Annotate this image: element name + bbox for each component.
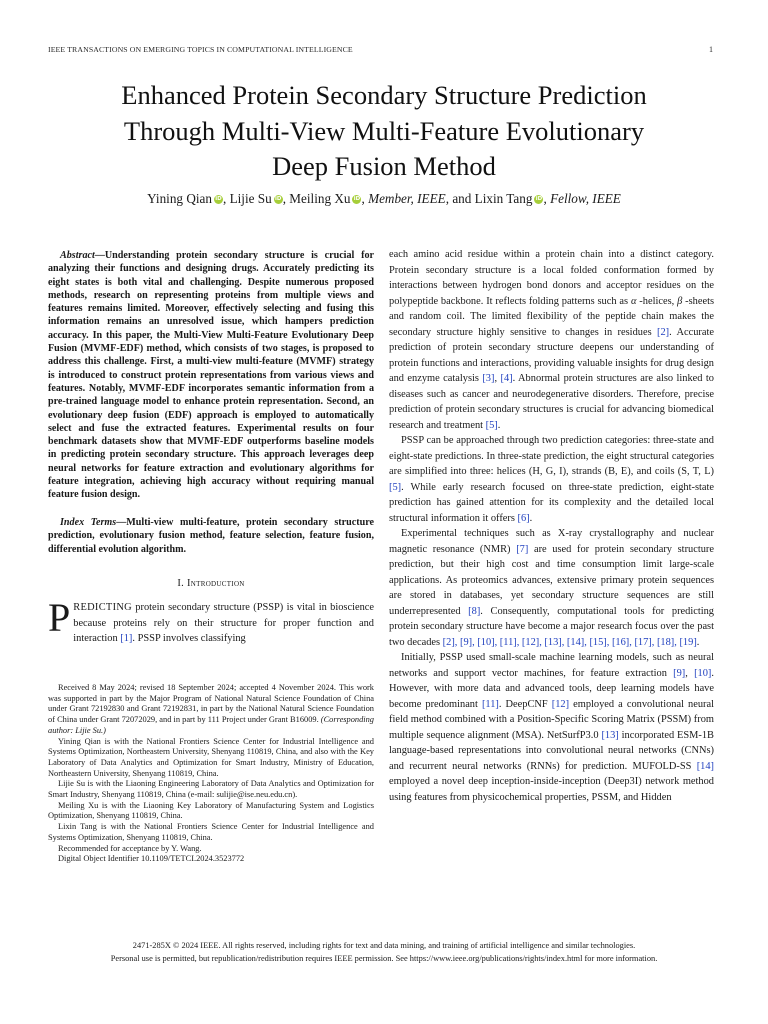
author-role: Member, IEEE [368,191,446,206]
abstract-text: —Understanding protein secondary structure is crucial for analyzing their functions and designing drugs. Accurately predicting its eight states is both vital and challenging. Despite numerous proposed methods, research on representing proteins from multiple views and features remains limited. Moreover, effectively selecting and fusing this information remains an unresolved issue, which hampers prediction accuracy. In this paper, the Multi-View Multi-Feature Evolutionary Deep Fusion (MVMF-EDF) method, which consists of two stages, is proposed to address this challenge. First, a multi-view multi-feature (MVMF) strategy is introduced to construct protein representations from various views and features. Notably, MVMF-EDF incorporates semantic information from a pre-trained language model to enhance protein representation. Second, an evolutionary deep fusion (EDF) approach is employed to automatically select and fuse the extracted features. Experimental results on four benchmark datasets show that MVMF-EDF outperforms baseline models in predicting protein secondary structure. This approach leverages deep neural networks for feature extraction and evolutionary algorithms for feature integration, achieving high accuracy without requiring manual feature fusion design. [48,250,374,501]
copyright-notice [30,940,738,965]
citation-link[interactable]: [5] [485,419,498,431]
paragraph: PSSP can be approached through two prediction categories: three-state and eight-state predictions. In three-state prediction, the eight structural categories are simplified into three: helices (H, G, I), strands (B, E), and coils (S, T, L) [5]. While early research focused on three-state prediction, eight-state prediction has gained attention for its complexity and the detailed local structural information it offers [6]. [389,435,714,524]
section-heading [48,578,374,589]
citation-list[interactable]: [2], [9], [10], [11], [12], [13], [14], [15], [16], [17], [18], [19] [442,636,697,648]
footnotes [48,683,374,865]
orcid-icon[interactable]: iD [535,196,543,202]
beta-symbol: β [677,295,683,307]
citation-link[interactable]: [11] [481,698,499,710]
author-name: Lijie Su [229,191,272,206]
author-name: Lixin Tang [474,191,533,206]
corresponding-author: (Corresponding author: Lijie Su.) [48,715,374,735]
section-number: I. [177,578,185,589]
abstract-label: Abstract [60,250,95,261]
right-column [389,247,714,805]
orcid-icon[interactable]: iD [353,196,361,202]
footnote-affiliation: Yining Qian is with the National Frontiers Science Center for Industrial Intelligence and Systems Optimization, Northeastern University, Shenyang 110819, China, and also with the Key Laboratory of Data Analytics and Optimization for Smart Industry, Ministry of Education, Northeastern University, Shenyang 110819, China. [48,736,374,778]
citation-link[interactable]: [14] [696,760,714,772]
footnote-doi: Digital Object Identifier 10.1109/TETCI.2024.3523772 [58,854,245,864]
title-line-2: Through Multi-View Multi-Feature Evolutionary [123,115,645,146]
abstract [48,249,374,502]
alpha-symbol: α [630,295,637,307]
drop-cap: P [48,595,71,640]
index-terms-text: —Multi-view multi-feature, protein secondary structure prediction, evolutionary fusion method, feature selection, feature fusion, differential evolution algorithm. [48,517,374,555]
author-name: Meiling Xu [289,191,351,206]
paragraph: Initially, PSSP used small-scale machine learning models, such as neural networks and support vector machines, for feature extraction [9], [10]. However, with more data and advanced tools, deep learning models have become predominant [11]. DeepCNF [12] employed a convolutional neural field method combined with a Position-Specific Scoring Matrix (PSSM) from multiple sequence alignment (MSA). NetSurfP3.0 [13] incorporated ESM-1B language-based representations into convolutional neural networks (CNNs) and recurrent neural networks (RNNs) for prediction. MUFOLD-SS [14] employed a novel deep inception-inside-inception (Deep3I) network method using features from physicochemical properties, PSSM, and Hidden [389,652,714,803]
citation-link[interactable]: [9] [673,667,686,679]
citation-link[interactable]: [7] [516,543,529,555]
copyright-line-2: Personal use is permitted, but republication/redistribution requires IEEE permission. See https://www.ieee.org/publications/rights/index.html for more information. [110,953,658,963]
citation-link[interactable]: [12] [551,698,570,710]
page-number: 1 [709,45,713,54]
paragraph: Experimental techniques such as X-ray crystallography and nuclear magnetic resonance (NMR) [7] are used for protein secondary structure prediction, but their high cost and time consumption limit large-scale applications. As proteomics advances, extensive primary protein sequences are stored in databases, yet secondary structure sequences are still underrepresented [8]. Consequently, computational tools for predicting protein secondary structure have become a major research focus over the past two decades [2], [9], [10], [11], [12], [13], [14], [15], [16], [17], [18], [19]. [389,528,714,648]
author-separator: , and [445,191,475,206]
body-text: protein secondary structure (PSSP) is vital in bioscience because proteins rely on their structure for proper function and interaction [73,602,374,644]
author-line: Yining Qian iD, Lijie Su iD, Meiling Xu iD, Member, IEEE, and Lixin Tang iD, Fellow, IEEE [147,191,621,206]
footnote-affiliation: Lixin Tang is with the National Frontiers Science Center for Industrial Intelligence and Systems Optimization, Shenyang 110819, China. [48,822,374,842]
running-head: IEEE TRANSACTIONS ON EMERGING TOPICS IN COMPUTATIONAL INTELLIGENCE [48,45,353,54]
copyright-line-1: 2471-285X © 2024 IEEE. All rights reserved, including rights for text and data mining, and training of artificial intelligence and similar technologies. [132,941,636,950]
paragraph: each amino acid residue within a protein chain into a distinct category. Protein secondary structure is a local folded conformation formed by interactions between hydrogen bond donors and acceptor residues on the polypeptide backbone. It reflects folding patterns such as α -helices, β -sheets and random coil. The limited flexibility of the peptide chain makes the secondary structure highly sensitive to changes in residues [2]. Accurate prediction of protein secondary structure deepens our understanding of protein functions and interactions, providing valuable insights for drug design and enzyme catalysis [3], [4]. Abnormal protein structures are also linked to diseases such as cancer and neurodegenerative disorders. Therefore, precise prediction of protein secondary structures is crucial for advancing biomedical research and treatment [5]. [389,249,715,431]
footnote-affiliation: Meiling Xu is with the Liaoning Key Laboratory of Manufacturing System and Logistics Optimization, Shenyang 110819, China. [48,800,374,821]
section-title: Introduction [187,578,245,589]
footnote-recommended: Recommended for acceptance by Y. Wang. [58,843,202,853]
index-terms-label: Index Terms [60,517,117,528]
author-name: Yining Qian [147,191,212,206]
body-text: . PSSP involves classifying [132,633,246,644]
paper-title [40,78,728,185]
index-terms [48,516,374,556]
footnote-received: Received 8 May 2024; revised 18 September 2024; accepted 4 November 2024. This work was supported in part by the Major Program of National Natural Science Foundation of China under Grant 72192830 and Grant 72192831, in part by the National Natural Science Foundation of China under Grant 72072029, and in part by 111 Project under Grant B16009. (Corresponding author: Lijie Su.) [48,683,374,735]
citation-link[interactable]: [2] [656,326,670,338]
title-line-1: Enhanced Protein Secondary Structure Prediction [121,80,647,110]
footnote-affiliation: Lijie Su is with the Liaoning Engineering Laboratory of Data Analytics and Optimization for Smart Industry, Shenyang 110819, China (e-mail: sulijie@ise.neu.edu.cn). [48,779,374,800]
citation-link[interactable]: [8] [468,605,481,617]
citation-link[interactable]: [13] [601,729,619,741]
author-role: Fellow, IEEE [550,191,621,206]
citation-link[interactable]: [5] [389,481,402,493]
citation-link[interactable]: [4] [500,373,513,384]
title-line-3: Deep Fusion Method [272,151,496,181]
citation-link[interactable]: [1] [120,633,133,644]
orcid-icon[interactable]: iD [215,196,222,202]
orcid-icon[interactable]: iD [274,196,282,202]
citation-link[interactable]: [10] [694,667,712,679]
citation-link[interactable]: [3] [482,373,495,384]
intro-paragraph [48,595,374,647]
first-word: REDICTING [73,602,132,613]
citation-link[interactable]: [6] [517,512,530,524]
